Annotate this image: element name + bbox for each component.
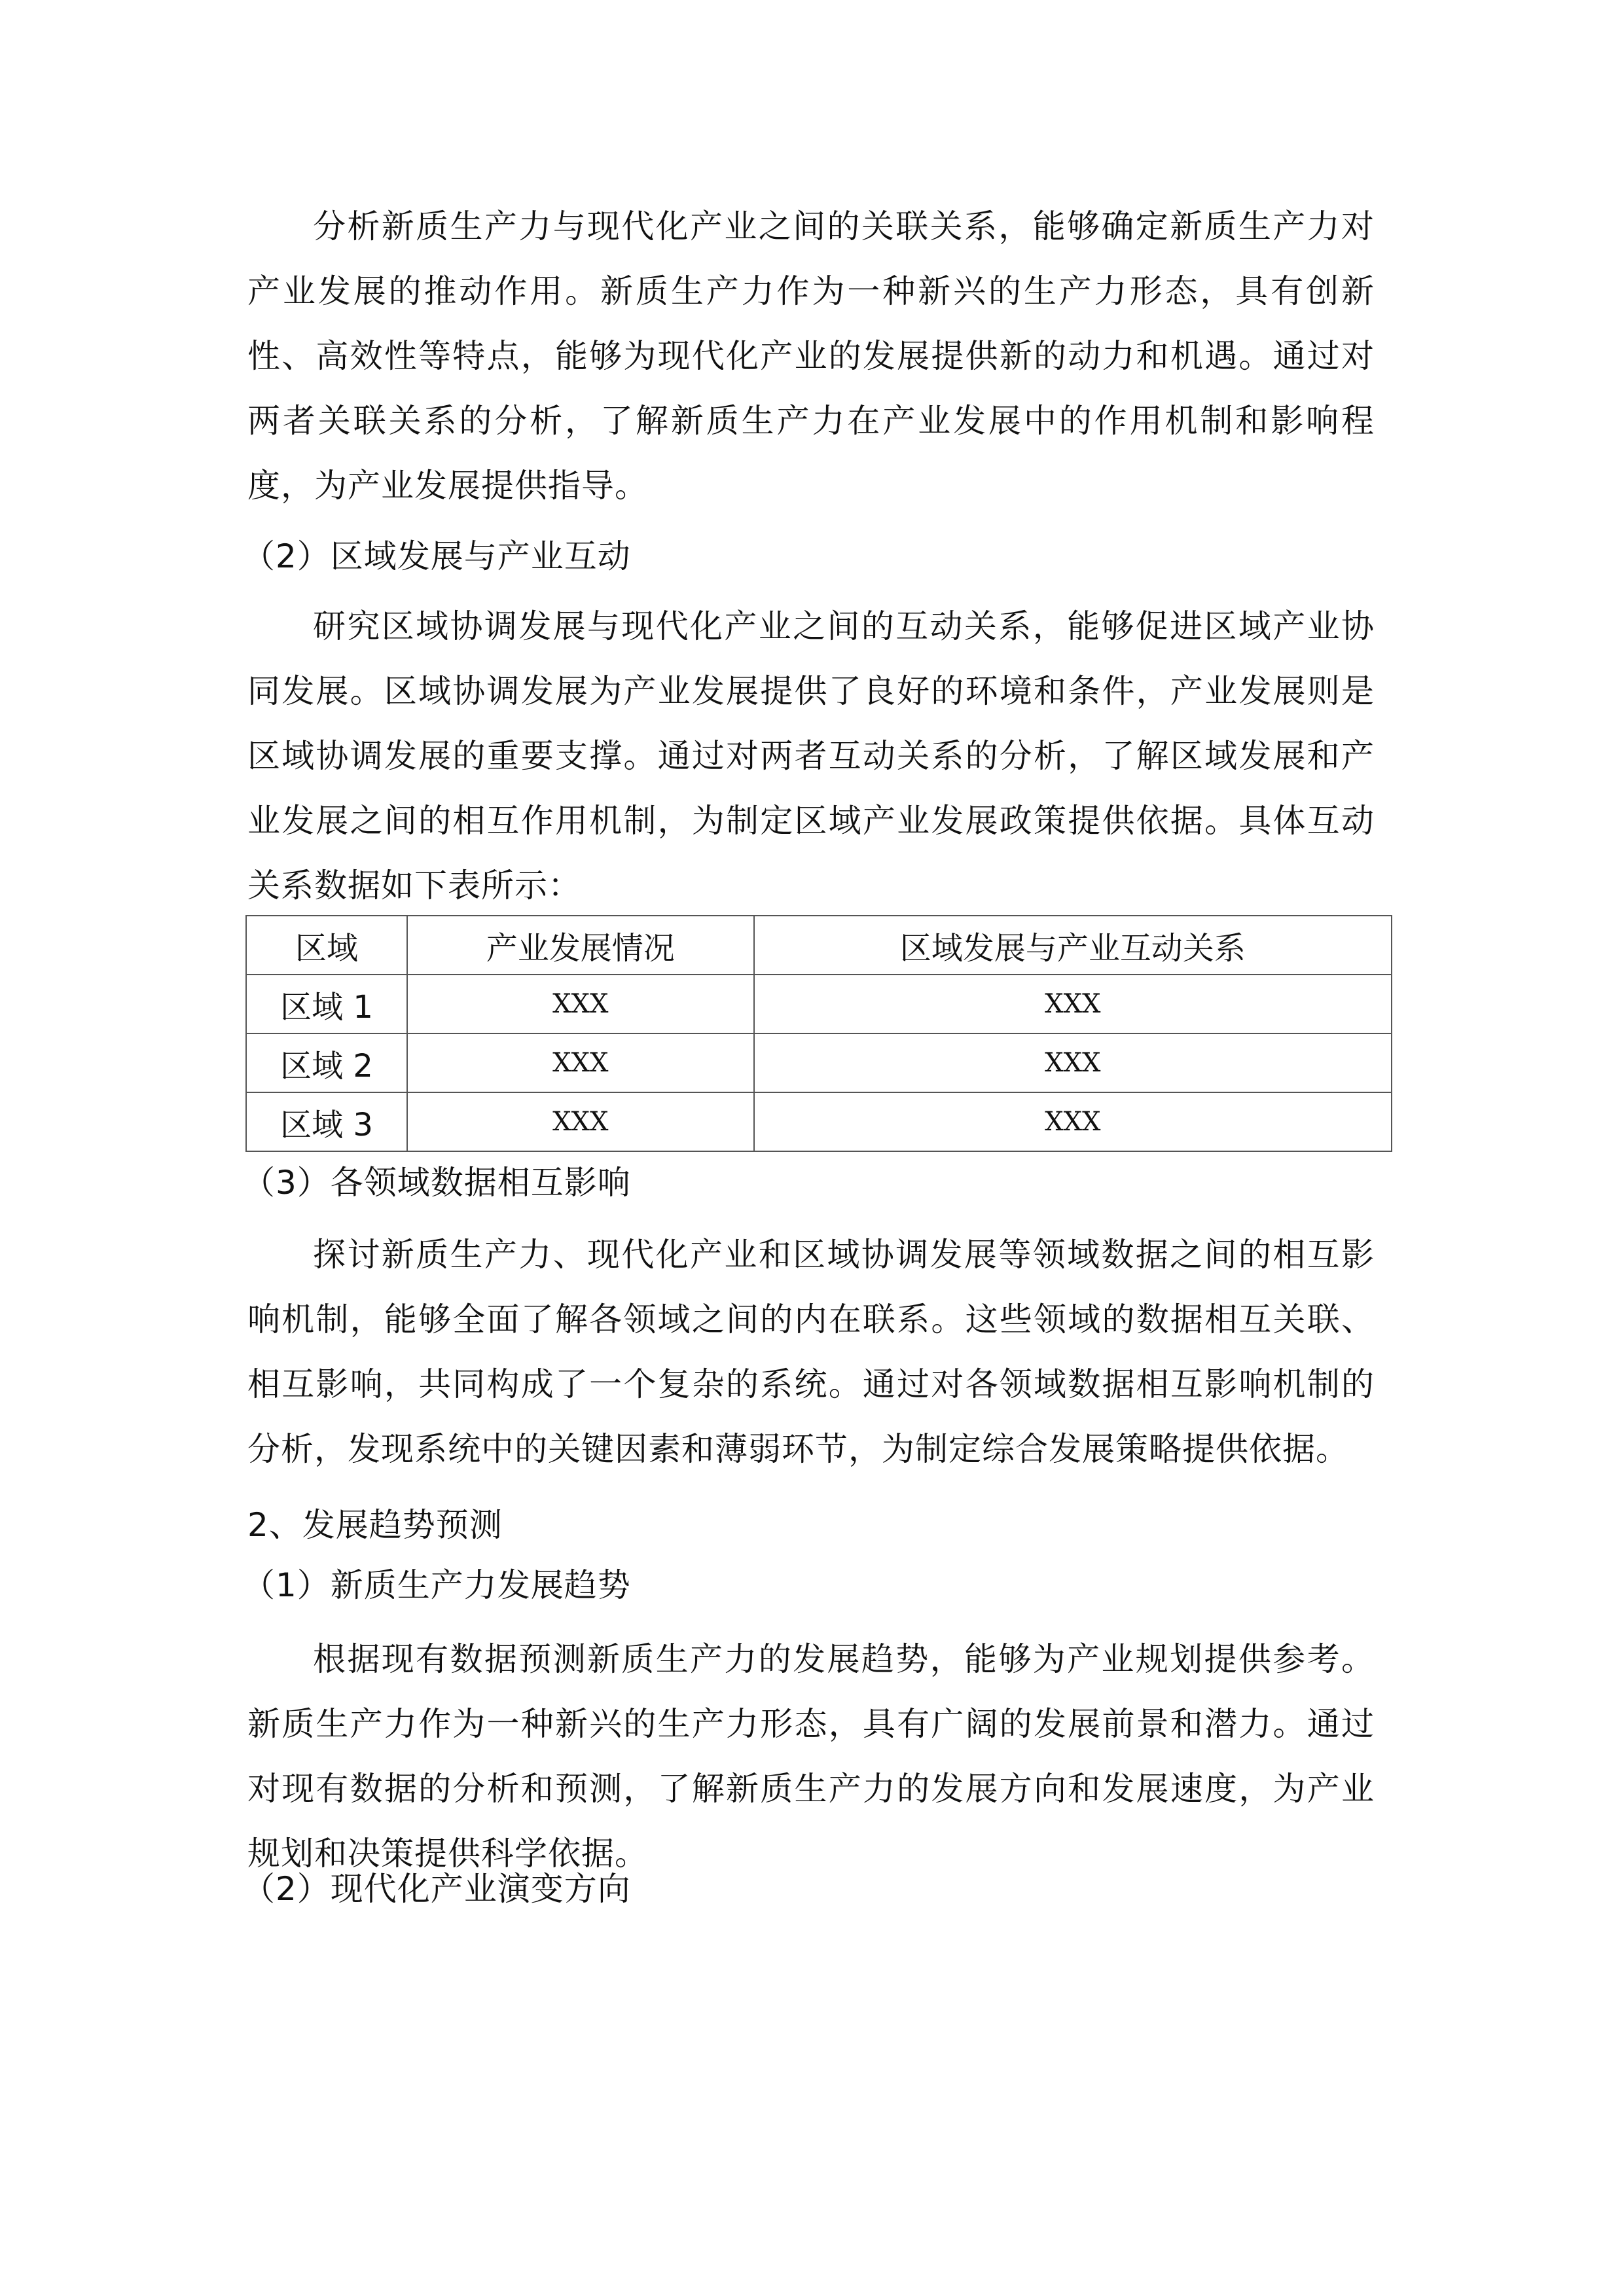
table-row [246, 1033, 1392, 1092]
table-cell-relation: XXX [754, 1092, 1392, 1151]
paragraph-region-industry-interaction: 研究区域协调发展与现代化产业之间的互动关系，能够促进区域产业协同发展。区域协调发展为产业发展提供了良好的环境和条件，产业发展则是区域协调发展的重要支撑。通过对两者互动关系的分析，了解区域发展和产业发展之间的相互作用机制，为制定区域产业发展政策提供依据。具体互动关系数据如下表所示： [247, 607, 1375, 905]
table-row [246, 1092, 1392, 1151]
heading-industry-evolution: （2）现代化产业演变方向 [242, 1870, 631, 1908]
heading-trend-forecast: 2、发展趋势预测 [247, 1506, 503, 1544]
heading-mutual-influence: （3）各领域数据相互影响 [242, 1164, 631, 1202]
table-cell-industry: XXX [407, 975, 754, 1033]
table-header-cell: 区域发展与产业互动关系 [754, 916, 1392, 975]
table-cell-relation: XXX [754, 1033, 1392, 1092]
table-header-cell: 产业发展情况 [407, 916, 754, 975]
heading-region-industry-interaction: （2）区域发展与产业互动 [242, 537, 631, 575]
table-row [246, 975, 1392, 1033]
table-cell-relation: XXX [754, 975, 1392, 1033]
region-interaction-table [245, 915, 1392, 1152]
paragraph-productivity-industry-relation: 分析新质生产力与现代化产业之间的关联关系，能够确定新质生产力对产业发展的推动作用。新质生产力作为一种新兴的生产力形态，具有创新性、高效性等特点，能够为现代化产业的发展提供新的动力和机遇。通过对两者关联关系的分析，了解新质生产力在产业发展中的作用机制和影响程度，为产业发展提供指导。 [247, 207, 1375, 505]
table-cell-industry: XXX [407, 1092, 754, 1151]
heading-productivity-trend: （1）新质生产力发展趋势 [242, 1566, 631, 1604]
table-cell-industry: XXX [407, 1033, 754, 1092]
paragraph-productivity-trend: 根据现有数据预测新质生产力的发展趋势，能够为产业规划提供参考。新质生产力作为一种新兴的生产力形态，具有广阔的发展前景和潜力。通过对现有数据的分析和预测，了解新质生产力的发展方向和发展速度，为产业规划和决策提供科学依据。 [247, 1640, 1375, 1873]
table-cell-region: 区域 3 [246, 1092, 407, 1151]
table-cell-region: 区域 2 [246, 1033, 407, 1092]
table-header-row [246, 916, 1392, 975]
table-cell-region: 区域 1 [246, 975, 407, 1033]
table-header-cell: 区域 [246, 916, 407, 975]
paragraph-mutual-influence: 探讨新质生产力、现代化产业和区域协调发展等领域数据之间的相互影响机制，能够全面了解各领域之间的内在联系。这些领域的数据相互关联、相互影响，共同构成了一个复杂的系统。通过对各领域数据相互影响机制的分析，发现系统中的关键因素和薄弱环节，为制定综合发展策略提供依据。 [247, 1236, 1375, 1468]
